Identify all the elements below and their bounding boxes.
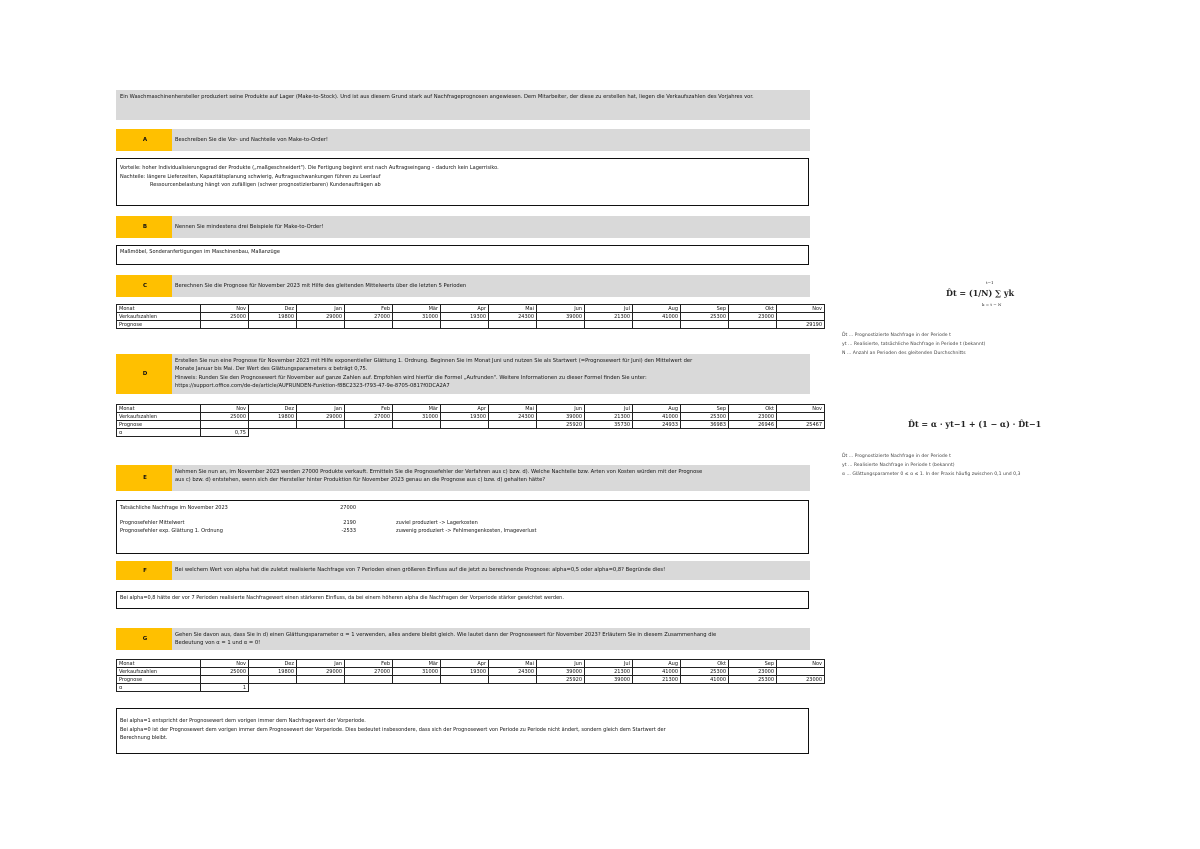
cell[interactable]: 25000 [201,313,249,321]
cell[interactable]: Feb [345,660,393,668]
answer-label: Tatsächliche Nachfrage im November 2023 [120,505,228,511]
section-g-answer[interactable] [116,708,809,754]
cell[interactable]: 39000 [537,313,585,321]
cell[interactable]: 29000 [297,668,345,676]
table-row [117,676,825,684]
cell[interactable] [777,668,825,676]
cell[interactable]: 27000 [345,313,393,321]
table-d [116,404,825,437]
cell[interactable] [441,676,489,684]
cell[interactable]: 39000 [537,668,585,676]
table-row [117,305,825,313]
cell[interactable]: Sep [681,305,729,313]
cell[interactable]: Jul [585,660,633,668]
table-row [117,313,825,321]
cell[interactable]: Nov [777,305,825,313]
cell[interactable]: Mär [393,660,441,668]
question-line: Gehen Sie davon aus, dass Sie in d) einen Glättungsparameter α = 1 verwenden, alles andere bleibt gleich. Wie lautet dann der Prognosewert für November 2023? Erläutern Sie in diesem Zusammenhang die [175,632,717,638]
cell[interactable]: 36983 [681,421,729,429]
cell[interactable]: Verkaufszahlen [117,413,201,421]
cell[interactable]: Sep [681,405,729,413]
cell[interactable] [297,421,345,429]
cell[interactable] [585,321,633,329]
question-line: https://support.office.com/de-de/article/AUFRUNDEN-Funktion-f8BC2323-f793-47-9e-8705-0817f0DCA2A7 [175,383,450,390]
table-row [117,660,825,668]
question-line: Erstellen Sie nun eine Prognose für November 2023 mit Hilfe exponentieller Glättung 1. Ordnung. Beginnen Sie im Monat Juni und nutzen Sie als Startwert (=Prognosewert für Juni) den Mittelwert der [175,358,693,364]
cell[interactable]: 19800 [249,668,297,676]
section-b-answer[interactable]: Maßmöbel, Sonderanfertigungen im Maschinenbau, Maßanzüge [116,245,809,265]
cell[interactable]: 21300 [585,668,633,676]
cell[interactable]: Nov [201,660,249,668]
table-row [117,668,825,676]
section-a-answer[interactable] [116,158,809,206]
cell[interactable]: Jan [297,305,345,313]
section-f-question: Bei welchem Wert von alpha hat die zuletzt realisierte Nachfrage von 7 Perioden einen größeren Einfluss auf die jetzt zu berechnende Prognose: alpha=0,5 oder alpha=0,8? Begründe dies! [172,561,810,580]
cell[interactable]: Mär [393,405,441,413]
cell[interactable]: Monat [117,305,201,313]
cell[interactable]: Aug [633,405,681,413]
answer-label: Prognosefehler exp. Glättung 1. Ordnung [120,528,223,535]
question-line: Bedeutung von α = 1 und α = 0! [175,640,261,647]
cell[interactable]: Jul [585,405,633,413]
cell[interactable] [633,321,681,329]
cell[interactable]: 1 [201,684,249,692]
cell[interactable]: 35730 [585,421,633,429]
cell[interactable]: 19300 [441,313,489,321]
cell[interactable]: 25467 [777,421,825,429]
cell[interactable]: 19800 [249,413,297,421]
cell[interactable] [441,321,489,329]
legend-line: α ... Glättungsparameter 0 ≤ α ≤ 1. In der Praxis häufig zwischen 0,1 und 0,3 [842,472,1021,477]
cell[interactable] [489,421,537,429]
table-row [117,405,825,413]
cell[interactable]: 41000 [633,668,681,676]
cell[interactable]: Dez [249,405,297,413]
exponential-smoothing-formula: D̂t = α · yt−1 + (1 − α) · D̂t−1 [908,419,1042,429]
cell[interactable]: 41000 [633,313,681,321]
cell[interactable]: Mai [489,305,537,313]
legend-line: D̂t ... Prognostizierte Nachfrage in der Periode t [842,333,951,338]
cell[interactable]: Monat [117,405,201,413]
cell[interactable]: 25920 [537,421,585,429]
section-a-question: Beschreiben Sie die Vor- und Nachteile von Make-to-Order! [172,129,810,151]
cell[interactable]: Apr [441,405,489,413]
cell[interactable]: 27000 [345,413,393,421]
legend-line: yt ... Realisierte Nachfrage in Periode t (bekannt) [842,463,955,468]
cell[interactable]: 24933 [633,421,681,429]
cell[interactable]: 24300 [489,413,537,421]
intro-text: Ein Waschmaschinenhersteller produziert seine Produkte auf Lager (Make-to-Stock). Und ist aus diesem Grund stark auf Nachfrageprognosen angewiesen. Dem Mitarbeiter, der diese zu erstellen hat, liegen die Verkaufszahlen des Vorjahres vor. [116,90,810,120]
cell[interactable]: 19300 [441,668,489,676]
cell[interactable]: 23000 [777,676,825,684]
cell[interactable] [777,413,825,421]
cell[interactable]: 31000 [393,668,441,676]
cell[interactable]: 23000 [729,413,777,421]
section-e-letter: E [116,465,174,491]
answer-row [120,527,805,536]
answer-line: Berechnung bleibt. [120,735,168,742]
answer-line: Bei alpha=1 entspricht der Prognosewert dem vorigen immer dem Nachfragewert der Vorperiode. [120,718,366,724]
cell[interactable]: Mai [489,405,537,413]
cell[interactable]: 31000 [393,413,441,421]
cell[interactable]: 29190 [777,321,825,329]
table-row [117,421,825,429]
moving-average-legend [842,331,985,358]
question-line: Monate Januar bis Mai. Der Wert des Glättungsparameters α beträgt 0,75. [175,366,368,373]
section-f-letter: F [116,561,174,580]
cell[interactable]: Jun [537,405,585,413]
table-row [117,413,825,421]
cell[interactable]: 25000 [201,413,249,421]
cell[interactable] [249,421,297,429]
cell[interactable] [345,321,393,329]
section-a-letter: A [116,129,174,151]
cell[interactable]: 29000 [297,313,345,321]
cell[interactable]: 25300 [681,668,729,676]
section-b-letter: B [116,216,174,238]
cell[interactable]: Aug [633,305,681,313]
section-e-question [172,465,810,491]
table-c [116,304,825,329]
table-row [117,321,825,329]
cell[interactable]: Jun [537,660,585,668]
section-e-answer[interactable] [116,500,809,554]
cell[interactable]: Jan [297,660,345,668]
cell[interactable]: α [117,684,201,692]
cell[interactable]: 25300 [681,313,729,321]
legend-line: yt ... Realisierte, tatsächliche Nachfrage in Periode t (bekannt) [842,342,986,347]
cell[interactable] [393,421,441,429]
cell[interactable]: 23000 [729,313,777,321]
cell[interactable]: Sep [729,660,777,668]
cell[interactable]: Nov [777,660,825,668]
answer-label: Prognosefehler Mittelwert [120,519,185,526]
answer-line: Ressourcenbelastung hängt von zufälligen (schwer prognostizierbaren) Kundenaufträgen ab [150,182,381,189]
cell[interactable] [201,676,249,684]
cell[interactable]: Nov [201,405,249,413]
cell[interactable]: 21300 [585,313,633,321]
answer-note: zuwenig produziert -> Fehlmengenkosten, Imageverlust [396,528,537,535]
cell[interactable] [537,321,585,329]
cell[interactable]: Jan [297,405,345,413]
answer-row [120,519,805,528]
section-g-question [172,628,810,650]
cell[interactable]: Feb [345,305,393,313]
answer-line: Nachteile: längere Lieferzeiten, Kapazitätsplanung schwierig, Auftragsschwankungen führen zu Leerlauf [120,173,381,180]
formula-text: D̂t = (1/N) ∑ yk [946,288,1015,298]
cell[interactable] [777,313,825,321]
question-line: aus c) bzw. d) entstehen, wenn sich der Hersteller hinter Produktion für November 2023 genau an die Prognose aus c) bzw. d) gehalten hätte? [175,477,546,484]
section-c-letter: C [116,275,174,297]
question-line: Nehmen Sie nun an, im November 2023 werden 27000 Produkte verkauft. Ermitteln Sie die Prognosefehler der Verfahren aus c) bzw. d). Welche Nachteile bzw. Arten von Kosten würden mit der Prognose [175,469,703,475]
section-d-question [172,354,810,394]
cell[interactable]: 19800 [249,313,297,321]
cell[interactable]: Jul [585,305,633,313]
formula-upper-limit: t−1 [986,280,994,285]
cell[interactable]: Monat [117,660,201,668]
cell[interactable]: Prognose [117,321,201,329]
cell[interactable] [393,676,441,684]
cell[interactable]: Apr [441,305,489,313]
section-d-letter: D [116,354,174,394]
cell[interactable]: 31000 [393,313,441,321]
cell[interactable] [489,321,537,329]
cell[interactable]: 19300 [441,413,489,421]
answer-line: Bei alpha=0 ist der Prognosewert dem vorigen immer dem Prognosewert der Vorperiode. Dies bedeutet insbesondere, dass sich der Prognosewert von Periode zu Periode nicht ändert, sondern gleich dem Startwert der [120,726,666,733]
table-row [117,429,825,437]
cell[interactable] [489,676,537,684]
cell[interactable]: 24300 [489,668,537,676]
answer-line: Vorteile: hoher Individualisierungsgrad der Produkte („maßgeschneidert"). Die Fertigung beginnt erst nach Auftragseingang – dadurch kein Lagerrisiko. [120,165,499,171]
answer-value: -2533 [341,528,356,535]
cell[interactable] [249,321,297,329]
cell[interactable] [345,676,393,684]
cell[interactable]: Prognose [117,676,201,684]
formula-lower-limit: k = t − N [982,302,1002,307]
cell[interactable]: 21300 [585,413,633,421]
cell[interactable]: Nov [201,305,249,313]
cell[interactable]: Dez [249,305,297,313]
cell[interactable]: Apr [441,660,489,668]
cell[interactable]: Jun [537,305,585,313]
cell[interactable]: Prognose [117,421,201,429]
cell[interactable] [297,321,345,329]
cell[interactable]: Mai [489,660,537,668]
question-line: Hinweis: Runden Sie den Prognosewert für November auf ganze Zahlen auf. Empfohlen wird hierfür die Formel „Aufrunden". Weitere Informationen zu dieser Formel finden Sie unter: [175,374,647,381]
cell[interactable]: α [117,429,201,437]
cell[interactable]: 25000 [201,668,249,676]
cell[interactable] [441,421,489,429]
cell[interactable] [345,421,393,429]
cell[interactable]: 26946 [729,421,777,429]
cell[interactable] [297,676,345,684]
cell[interactable]: 24300 [489,313,537,321]
cell[interactable]: 25300 [681,413,729,421]
cell[interactable]: 21300 [633,676,681,684]
cell[interactable]: 25920 [537,676,585,684]
cell[interactable]: Mär [393,305,441,313]
cell[interactable]: Okt [729,405,777,413]
cell[interactable] [393,321,441,329]
cell[interactable]: Nov [777,405,825,413]
section-b-question: Nennen Sie mindestens drei Beispiele für Make-to-Order! [172,216,810,238]
cell[interactable] [249,676,297,684]
moving-average-formula [946,280,1016,310]
answer-value: 27000 [340,505,356,511]
table-g [116,659,825,692]
cell[interactable]: Aug [633,660,681,668]
answer-note: zuviel produziert -> Lagerkosten [396,519,478,526]
cell[interactable]: Verkaufszahlen [117,313,201,321]
cell[interactable]: 25300 [729,676,777,684]
answer-row [120,504,805,513]
cell[interactable]: 27000 [345,668,393,676]
cell[interactable]: 39000 [537,413,585,421]
cell[interactable]: Feb [345,405,393,413]
legend-line: D̂t ... Prognostizierte Nachfrage in der Periode t [842,454,951,459]
section-c-question: Berechnen Sie die Prognose für November 2023 mit Hilfe des gleitenden Mittelwerts über die letzten 5 Perioden [172,275,810,297]
cell[interactable]: 39000 [585,676,633,684]
section-g-letter: G [116,628,174,650]
cell[interactable]: Okt [681,660,729,668]
cell[interactable] [729,321,777,329]
cell[interactable]: 41000 [633,413,681,421]
cell[interactable]: Dez [249,660,297,668]
table-row [117,684,825,692]
cell[interactable]: 23000 [729,668,777,676]
cell[interactable]: 41000 [681,676,729,684]
legend-line: N ... Anzahl an Perioden des gleitenden Durchschnitts [842,351,966,356]
cell[interactable]: Okt [729,305,777,313]
cell[interactable] [681,321,729,329]
answer-value: 2190 [343,519,356,526]
section-f-answer[interactable]: Bei alpha=0,8 hätte der vor 7 Perioden realisierte Nachfragewert einen stärkeren Einfluss, da bei einem höheren alpha die Nachfragen der Vorperiode stärker gewichtet werden. [116,591,809,609]
cell[interactable]: 0,75 [201,429,249,437]
cell[interactable]: 29000 [297,413,345,421]
cell[interactable] [201,321,249,329]
cell[interactable] [201,421,249,429]
cell[interactable]: Verkaufszahlen [117,668,201,676]
exponential-smoothing-legend [842,452,1020,479]
